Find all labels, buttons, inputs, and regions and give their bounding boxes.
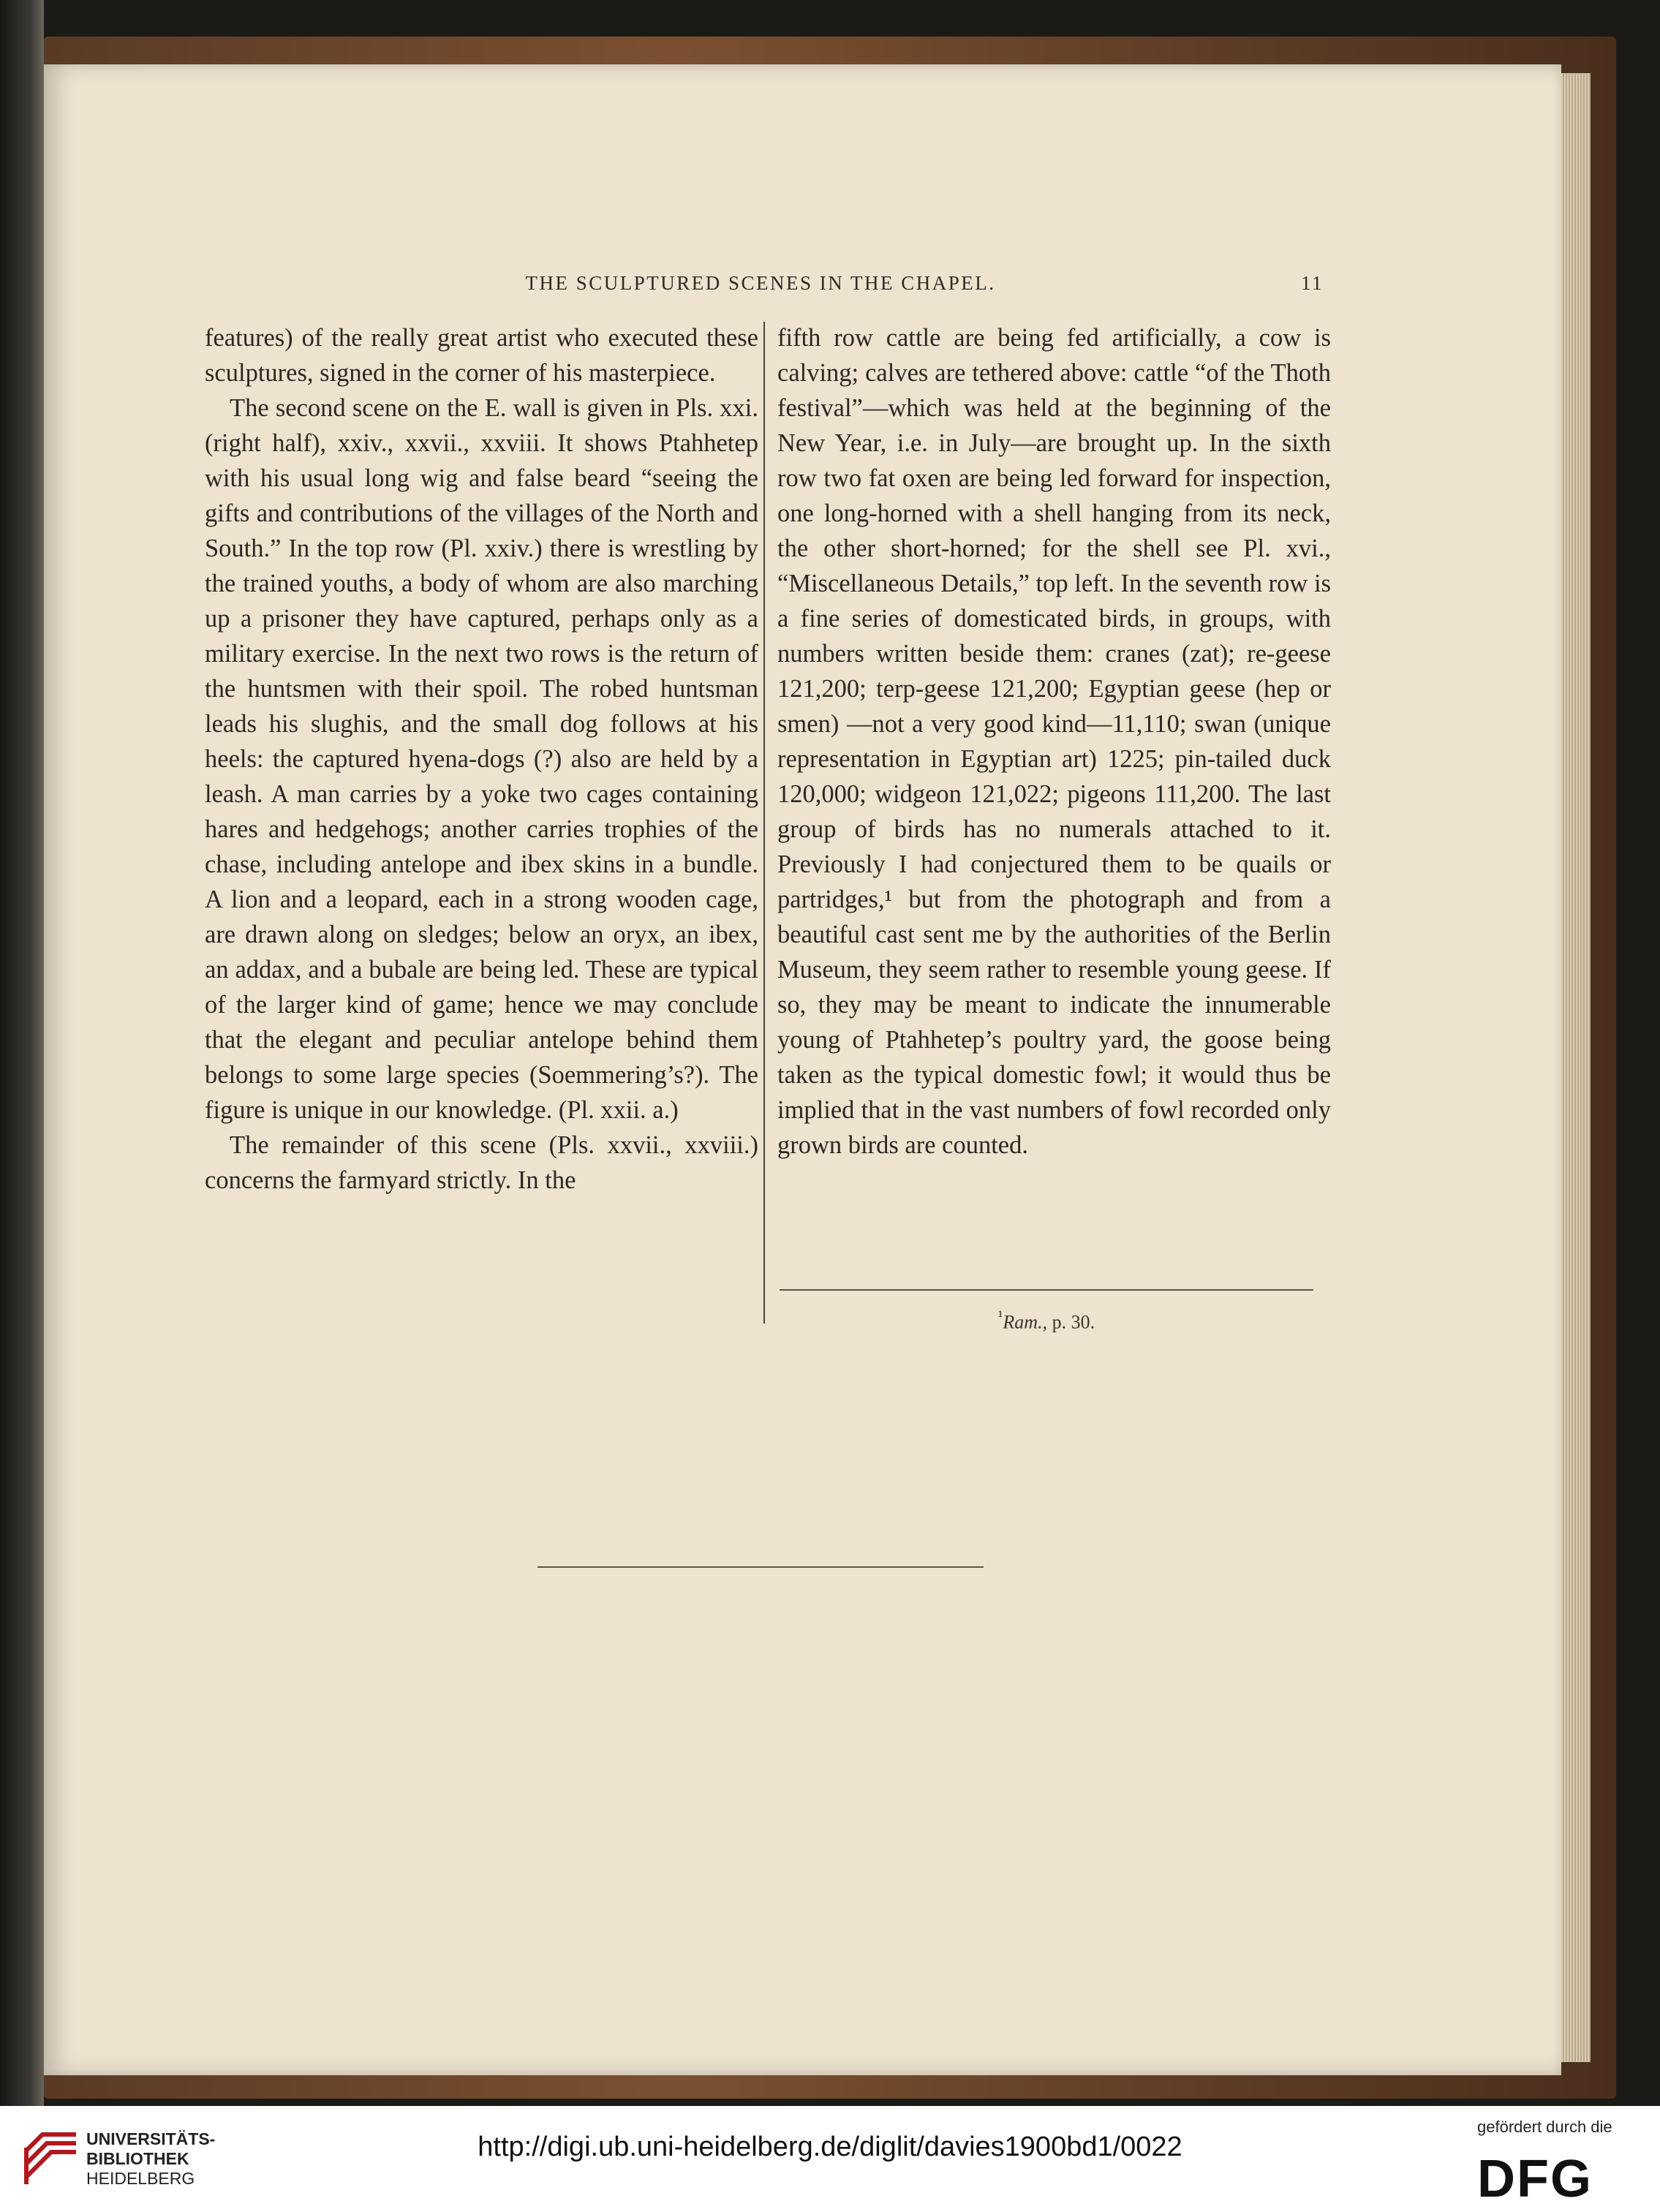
end-rule — [537, 1566, 984, 1568]
funded-by-label: gefördert durch die — [1477, 2118, 1612, 2136]
footnote-page: , p. 30. — [1042, 1311, 1095, 1333]
footnote-rule — [780, 1289, 1313, 1291]
running-head — [197, 272, 1324, 301]
footnote-marker: ¹ — [997, 1307, 1003, 1325]
footnote — [780, 1307, 1313, 1334]
right-column — [777, 320, 1331, 1163]
page-edges — [1561, 73, 1591, 2062]
page-number: 11 — [1301, 272, 1324, 294]
library-line: HEIDELBERG — [86, 2169, 195, 2188]
scan-background-left — [0, 0, 44, 2106]
dfg-logo: DFG — [1477, 2150, 1593, 2208]
permalink-url[interactable]: http://digi.ub.uni-heidelberg.de/diglit/davies1900bd1/0022 — [478, 2132, 1182, 2162]
paragraph: fifth row cattle are being fed artificially, a cow is calving; calves are tethered above: cattle “of the Thoth festival”—which was held at the beginning of the New Year, i.e. in July—are brought up. In the sixth row two fat oxen are being led forward for inspection, one long-horned with a shell hanging from its neck, the other short-horned; for the shell see Pl. xvi., “Miscellaneous Details,” top left. In the seventh row is a fine series of domesticated birds, in groups, with numbers written beside them: cranes (zat); re-geese 121,200; terp-geese 121,200; Egyptian geese (hep or smen) —not a very good kind—11,110; swan (unique representation in Egyptian art) 1225; pin-tailed duck 120,000; widgeon 121,022; pigeons 111,200. The last group of birds has no numerals attached to it. Previously I had conjectured them to be quails or partridges,¹ but from the photograph and from a beautiful cast sent me by the authorities of the Berlin Museum, they seem rather to resemble young geese. If so, they may be meant to indicate the innumerable young of Ptahhetep’s poultry yard, the goose being taken as the typical domestic fowl; it would thus be implied that in the vast numbers of fowl recorded only grown birds are counted. — [777, 324, 1331, 1159]
column-divider — [763, 322, 765, 1324]
paragraph: features) of the really great artist who executed these sculptures, signed in the corner of his masterpiece. — [205, 324, 758, 387]
paragraph: The remainder of this scene (Pls. xxvii., xxviii.) concerns the farmyard strictly. In the — [205, 1131, 758, 1194]
left-column — [205, 320, 758, 1198]
paragraph: The second scene on the E. wall is given in Pls. xxi. (right half), xxiv., xxvii., xxviii. It shows Ptahhetep with his usual long wig and false beard “seeing the gifts and contributions of the villages of the North and South.” In the top row (Pl. xxiv.) there is wrestling by the trained youths, a body of whom are also marching up a prisoner they have captured, perhaps only as a military exercise. In the next two rows is the return of the huntsmen with their spoil. The robed huntsman leads his slughis, and the small dog follows at his heels: the captured hyena-dogs (?) also are held by a leash. A man carries by a yoke two cages containing hares and hedgehogs; another carries trophies of the chase, including antelope and ibex skins in a bundle. A lion and a leopard, each in a strong wooden cage, are drawn along on sledges; below an oryx, an ibex, an addax, and a bubale are being led. These are typical of the larger kind of game; hence we may conclude that the elegant and peculiar antelope behind them belongs to some large species (Soemmering’s?). The figure is unique in our knowledge. (Pl. xxii. a.) — [205, 394, 758, 1124]
library-line: BIBLIOTHEK — [86, 2149, 189, 2168]
library-line: UNIVERSITÄTS- — [86, 2129, 216, 2148]
running-title: THE SCULPTURED SCENES IN THE CHAPEL. — [525, 272, 996, 294]
footnote-ref: Ram. — [1003, 1311, 1043, 1333]
